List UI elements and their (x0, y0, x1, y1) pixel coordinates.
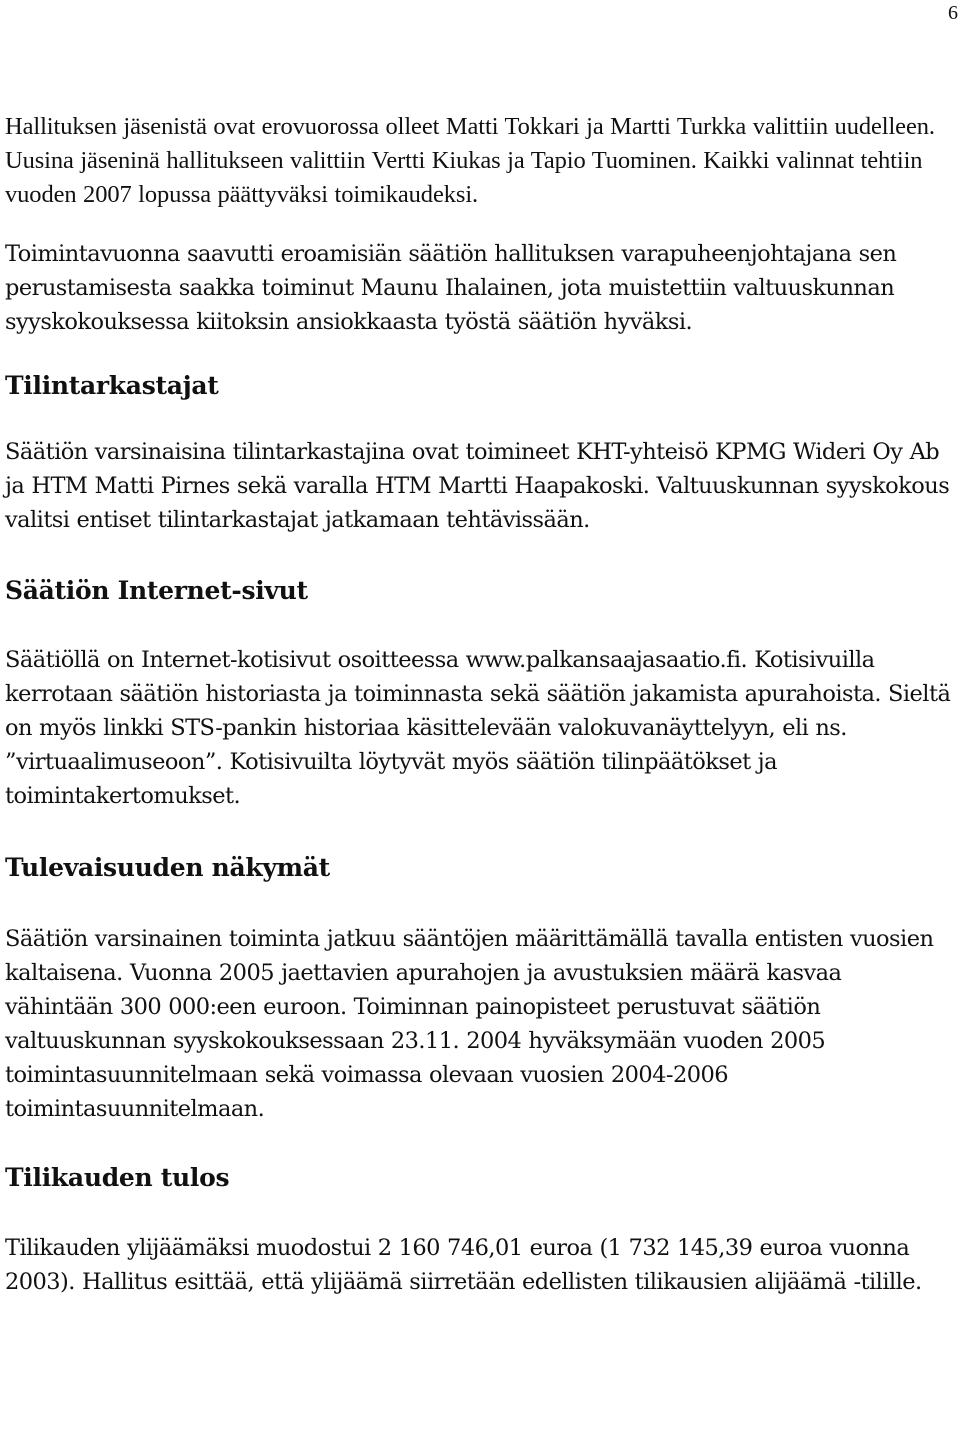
document-body (5, 110, 955, 1299)
heading-internet-pages: Säätiön Internet-sivut (5, 576, 308, 605)
paragraph-auditors: Säätiön varsinaisina tilintarkastajina ovat toimineet KHT-yhteisö KPMG Wideri Oy Ab ja HTM Matti Pirnes sekä varalla HTM Martti Haapakoski. Valtuuskunnan syyskokous valitsi entiset tilintarkastajat jatkamaan tehtävissään. (5, 439, 950, 533)
heading-future-outlook: Tulevaisuuden näkymät (5, 853, 330, 882)
heading-auditors: Tilintarkastajat (5, 371, 219, 400)
paragraph-internet-pages: Säätiöllä on Internet-kotisivut osoitteessa www.palkansaajasaatio.fi. Kotisivuilla kerrotaan säätiön historiasta ja toiminnasta sekä säätiön jakamista apurahoista. Sieltä on myös linkki STS-pankin historiaa käsittelevään valokuvanäyttelyyn, eli ns. ”virtuaalimuseoon”. Kotisivuilta löytyvät myös säätiön tilinpäätökset ja toimintakertomukset. (5, 647, 951, 809)
paragraph-future-outlook: Säätiön varsinainen toiminta jatkuu sääntöjen määrittämällä tavalla entisten vuosien kaltaisena. Vuonna 2005 jaettavien apurahojen ja avustuksien määrä kasvaa vähintään 300 000:een euroon. Toiminnan painopisteet perustuvat säätiön valtuuskunnan syyskokouksessaan 23.11. 2004 hyväksymään vuoden 2005 toimintasuunnitelmaan sekä voimassa olevaan vuosien 2004-2006 toimintasuunnitelmaan. (5, 926, 934, 1122)
heading-financial-result: Tilikauden tulos (5, 1163, 230, 1192)
paragraph-financial-result: Tilikauden ylijäämäksi muodostui 2 160 746,01 euroa (1 732 145,39 euroa vuonna 2003). Hallitus esittää, että ylijäämä siirretään edellisten tilikausien alijäämä -tilille. (5, 1235, 922, 1295)
paragraph-vice-chair: Toimintavuonna saavutti eroamisiän säätiön hallituksen varapuheenjohtajana sen perustamisesta saakka toiminut Maunu Ihalainen, jota muistettiin valtuuskunnan syyskokouksessa kiitoksin ansiokkaasta työstä säätiön hyväksi. (5, 241, 897, 335)
paragraph-board-members: Hallituksen jäsenistä ovat erovuorossa olleet Matti Tokkari ja Martti Turkka valittiin uudelleen. Uusina jäseninä hallitukseen valittiin Vertti Kiukas ja Tapio Tuominen. Kaikki valinnat tehtiin vuoden 2007 lopussa päättyväksi toimikaudeksi. (5, 113, 935, 208)
page-number: 6 (948, 2, 958, 24)
